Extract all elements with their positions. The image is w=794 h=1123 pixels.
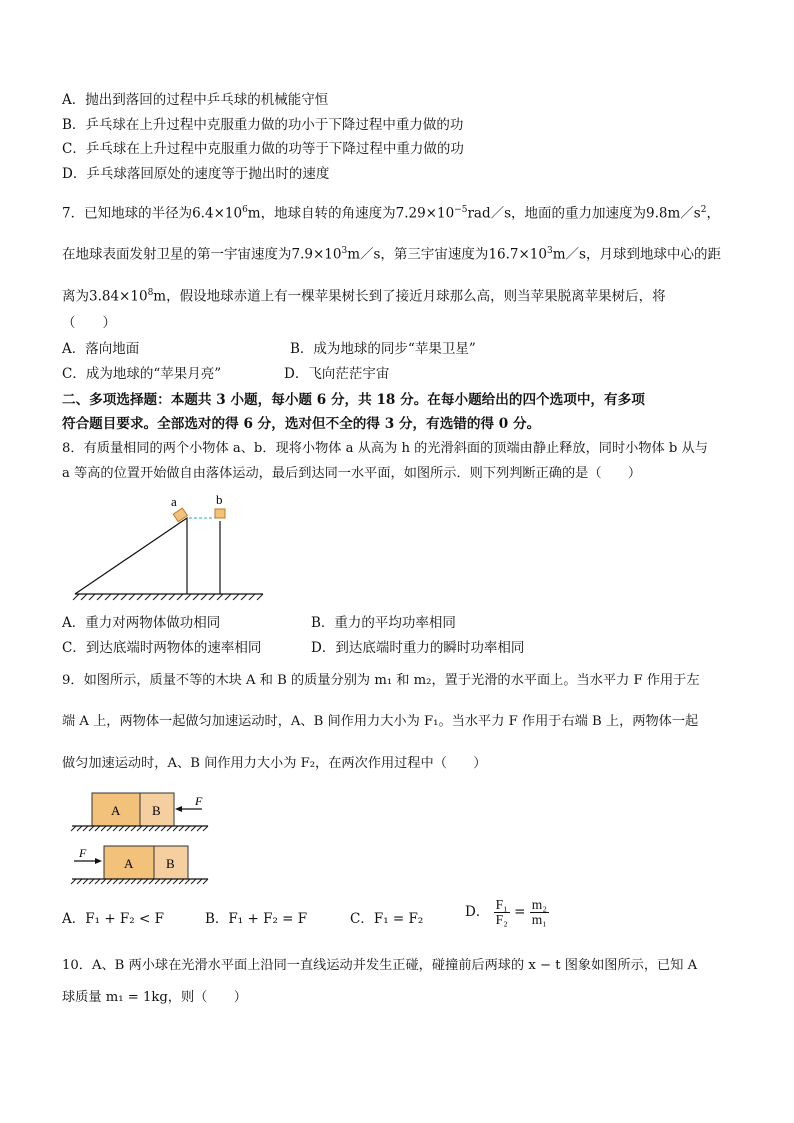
svg-text:B: B — [166, 856, 175, 871]
section-2-heading-line-2: 符合题目要求。全部选对的得 6 分，选对但不全的得 3 分，有选错的得 0 分。 — [62, 416, 541, 432]
q10-line-1: 10．A、B 两小球在光滑水平面上沿同一直线运动并发生正碰，碰撞前后两球的 x − t 图象如图所示，已知 A — [62, 958, 698, 973]
label-b: b — [216, 492, 223, 507]
q6-option-b: B．乒乓球在上升过程中克服重力做的功小于下降过程中重力做的功 — [62, 117, 464, 133]
incline-figure — [65, 488, 275, 603]
q6-option-d: D．乒乓球落回原处的速度等于抛出时的速度 — [62, 166, 330, 182]
q9-option-c: C．F₁ = F₂ — [350, 911, 424, 927]
svg-text:F: F — [195, 794, 203, 808]
q7-line-1: 7．已知地球的半径为$6.4\times 10^6m$，地球自转的角速度为$7.29\times 10^{-5}rad/s$，地面的重力加速度为$9.8m/s^2$， — [62, 205, 720, 222]
q8-option-b: B．重力的平均功率相同 — [311, 615, 456, 631]
section-2-heading-line-1: 二、多项选择题：本题共 3 小题，每小题 6 分，共 18 分。在每小题给出的四个选项中，有多项 — [62, 392, 645, 408]
svg-text:A: A — [124, 856, 134, 871]
q6-option-a: A．抛出到落回的过程中乒乓球的机械能守恒 — [62, 92, 329, 108]
q8-option-a: A．重力对两物体做功相同 — [62, 615, 221, 631]
q10-line-2: 球质量 m₁ = 1kg，则（ ） — [62, 990, 247, 1005]
q8-option-c: C．到达底端时两物体的速率相同 — [62, 640, 262, 656]
label-a: a — [171, 494, 177, 509]
svg-text:F: F — [79, 846, 87, 860]
q8-line-1: 8．有质量相同的两个小物体 a、b．现将小物体 a 从高为 h 的光滑斜面的顶端由静止释放，同时小物体 b 从与 — [62, 441, 708, 456]
q9-option-a: A．F₁ + F₂ < F — [62, 911, 164, 927]
q9-line-1: 9．如图所示，质量不等的木块 A 和 B 的质量分别为 m₁ 和 m₂，置于光滑的水平面上。当水平力 F 作用于左 — [62, 673, 700, 688]
q9-option-d: D． $\frac{\text{F₁}}{\text{F₂}}$ = $\frac{\text{m₂}}{\text{m₁}}$ — [465, 897, 547, 927]
q7-paren: （ ） — [62, 315, 116, 331]
q9-line-3: 做匀加速运动时，A、B 间作用力大小为 F₂，在两次作用过程中（ ） — [62, 756, 487, 771]
q7-option-c: C．成为地球的“苹果月亮” — [62, 366, 222, 382]
block-b — [215, 509, 225, 518]
svg-text:A: A — [111, 803, 121, 818]
q8-option-d: D．到达底端时重力的瞬时功率相同 — [311, 640, 525, 656]
q7-option-a: A．落向地面 — [62, 341, 140, 357]
q8-line-2: a 等高的位置开始做自由落体运动，最后到达同一水平面，如图所示．则下列判断正确的是（ ） — [62, 466, 642, 481]
q7-option-d: D．飞向茫茫宇宙 — [284, 366, 390, 382]
blocks-figure — [70, 788, 215, 891]
q7-line-2: 在地球表面发射卫星的第一宇宙速度为$7.9\times 10^3m/s$，第三宇宙速度为$16.7\times 10^3m/s$，月球到地球中心的距 — [62, 246, 721, 263]
q7-option-b: B．成为地球的同步“苹果卫星” — [290, 341, 476, 357]
q9-option-b: B．F₁ + F₂ = F — [205, 911, 308, 927]
svg-text:B: B — [152, 803, 161, 818]
q6-option-c: C．乒乓球在上升过程中克服重力做的功等于下降过程中重力做的功 — [62, 141, 464, 157]
q9-line-2: 端 A 上，两物体一起做匀加速运动时，A、B 间作用力大小为 F₁。当水平力 F 作用于右端 B 上，两物体一起 — [62, 714, 699, 729]
q7-line-3: 离为$3.84\times 10^8m$，假设地球赤道上有一棵苹果树长到了接近月球那么高，则当苹果脱离苹果树后，将 — [62, 288, 666, 305]
